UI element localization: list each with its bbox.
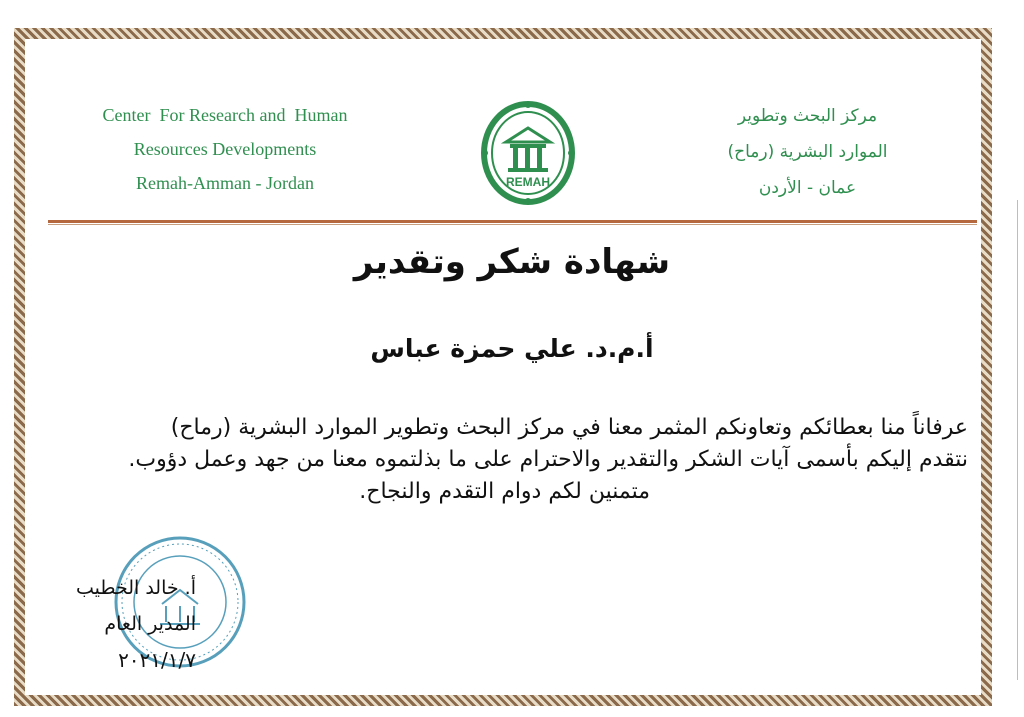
remah-logo [478, 100, 578, 206]
signatory-name: أ. خالد الخطيب [75, 577, 196, 599]
english-line-1: Center For Research and Human [102, 105, 348, 125]
signature-block [56, 570, 196, 678]
body-line-1: عرفاناً منا بعطائكم وتعاونكم المثمر معنا في مركز البحث وتطوير الموارد البشرية (رماح) [170, 415, 968, 440]
body-line-2: نتقدم إليكم بأسمى آيات الشكر والتقدير والاحترام على ما بذلتموه معنا من جهد وعمل دؤوب. [128, 447, 968, 472]
scan-edge-line [1017, 200, 1018, 680]
body-line-3: متمنين لكم دوام التقدم والنجاح. [359, 479, 650, 504]
recipient-name: أ.م.د. علي حمزة عباس [370, 334, 654, 363]
english-line-3: Remah-Amman - Jordan [136, 173, 314, 193]
arabic-line-2: الموارد البشرية (رماح) [727, 142, 888, 162]
logo-text: REMAH [506, 175, 550, 189]
organization-name-arabic [700, 98, 915, 206]
certificate-body [72, 412, 968, 508]
issue-date: ٢٠٢١/١/٧ [118, 648, 196, 672]
signatory-role: المدير العام [104, 613, 196, 635]
organization-name-english [70, 98, 380, 200]
arabic-line-1: مركز البحث وتطوير [737, 106, 878, 126]
english-line-2: Resources Developments [133, 139, 317, 159]
header-divider-thin [48, 224, 977, 225]
header-divider [48, 220, 977, 223]
certificate-title: شهادة شكر وتقدير [353, 242, 671, 282]
arabic-line-3: عمان - الأردن [758, 178, 857, 198]
